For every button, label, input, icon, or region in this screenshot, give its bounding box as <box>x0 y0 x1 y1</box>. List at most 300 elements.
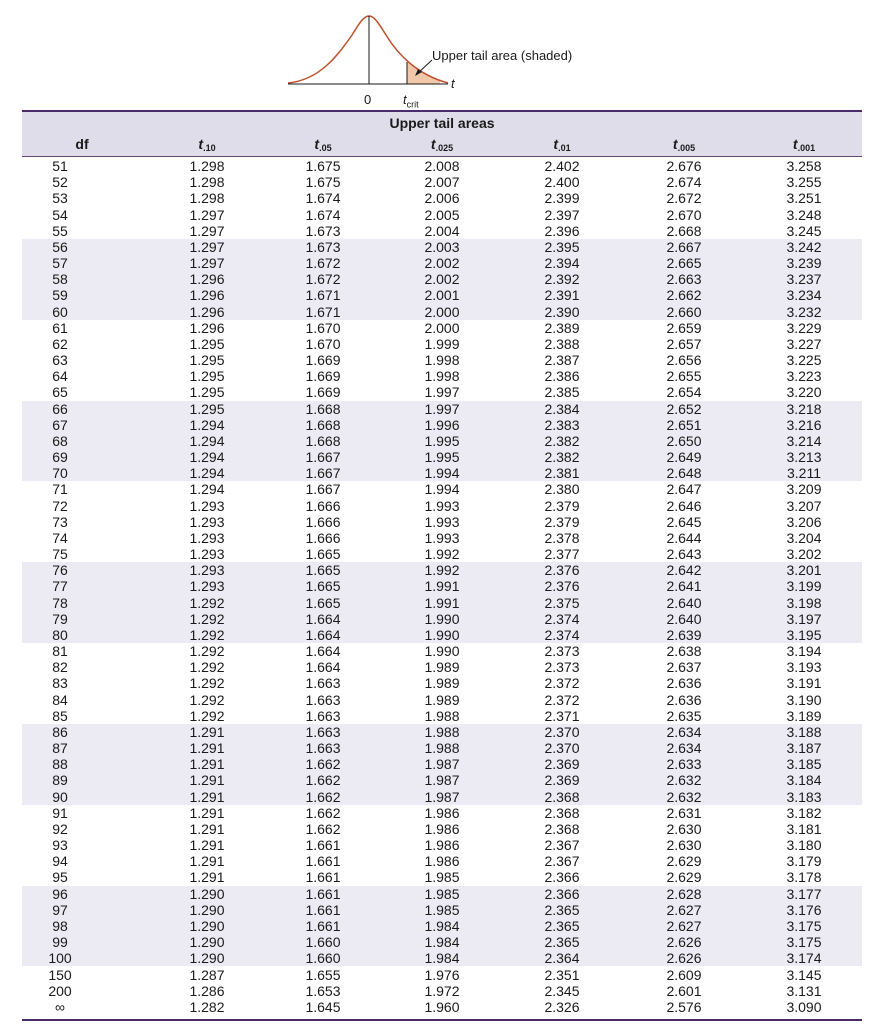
value-cell: 2.385 <box>544 384 580 401</box>
value-cell: 1.663 <box>305 723 341 740</box>
table-row <box>22 158 862 174</box>
value-cell: 1.987 <box>424 756 460 773</box>
value-cell: 2.389 <box>544 319 580 336</box>
distribution-figure <box>0 0 875 112</box>
value-cell: 3.232 <box>786 303 822 320</box>
value-cell: 3.234 <box>786 287 822 304</box>
value-cell: 2.655 <box>666 368 702 385</box>
value-cell: 1.985 <box>424 885 460 902</box>
value-cell: 2.395 <box>544 238 580 255</box>
table-row <box>22 384 862 400</box>
value-cell: 2.601 <box>666 982 702 999</box>
value-cell: 1.673 <box>305 222 341 239</box>
value-cell: 2.672 <box>666 190 702 207</box>
value-cell: 2.627 <box>666 901 702 918</box>
value-cell: 1.990 <box>424 643 460 660</box>
value-cell: 1.668 <box>305 400 341 417</box>
value-cell: 2.351 <box>544 966 580 983</box>
header-divider <box>22 156 862 157</box>
value-cell: 1.988 <box>424 707 460 724</box>
table-row <box>22 287 862 303</box>
value-cell: 1.667 <box>305 481 341 498</box>
value-cell: 1.662 <box>305 756 341 773</box>
table-row <box>22 595 862 611</box>
df-cell: 61 <box>52 319 68 336</box>
table-row <box>22 805 862 821</box>
value-cell: 1.661 <box>305 869 341 886</box>
value-cell: 1.298 <box>189 158 225 174</box>
value-cell: 1.991 <box>424 594 460 611</box>
value-cell: 2.630 <box>666 837 702 854</box>
df-cell: 83 <box>52 675 68 692</box>
value-cell: 1.291 <box>189 756 225 773</box>
table-row <box>22 611 862 627</box>
value-cell: 1.986 <box>424 853 460 870</box>
value-cell: 2.326 <box>544 998 580 1015</box>
value-cell: 3.176 <box>786 901 822 918</box>
value-cell: 2.662 <box>666 287 702 304</box>
value-cell: 2.005 <box>424 206 460 223</box>
value-cell: 3.223 <box>786 368 822 385</box>
value-cell: 1.294 <box>189 432 225 449</box>
value-cell: 2.626 <box>666 950 702 967</box>
value-cell: 2.636 <box>666 691 702 708</box>
value-cell: 2.638 <box>666 643 702 660</box>
value-cell: 2.391 <box>544 287 580 304</box>
value-cell: 3.174 <box>786 950 822 967</box>
table-row <box>22 869 862 885</box>
table-row <box>22 756 862 772</box>
value-cell: 3.193 <box>786 659 822 676</box>
table-row <box>22 837 862 853</box>
df-cell: 80 <box>52 626 68 643</box>
value-cell: 1.295 <box>189 335 225 352</box>
value-cell: 2.627 <box>666 917 702 934</box>
value-cell: 2.652 <box>666 400 702 417</box>
table-row <box>22 255 862 271</box>
value-cell: 1.294 <box>189 465 225 482</box>
value-cell: 2.371 <box>544 707 580 724</box>
upper-tail-label: Upper tail area (shaded) <box>432 48 573 63</box>
value-cell: 1.985 <box>424 901 460 918</box>
table-row <box>22 659 862 675</box>
value-cell: 1.291 <box>189 853 225 870</box>
value-cell: 1.297 <box>189 222 225 239</box>
df-cell: 92 <box>52 820 68 837</box>
df-cell: 94 <box>52 853 68 870</box>
value-cell: 3.178 <box>786 869 822 886</box>
value-cell: 1.661 <box>305 917 341 934</box>
value-cell: 1.293 <box>189 497 225 514</box>
value-cell: 3.194 <box>786 643 822 660</box>
df-cell: 85 <box>52 707 68 724</box>
value-cell: 1.670 <box>305 335 341 352</box>
df-cell: 95 <box>52 869 68 886</box>
value-cell: 2.640 <box>666 610 702 627</box>
value-cell: 3.185 <box>786 756 822 773</box>
df-cell: 98 <box>52 917 68 934</box>
value-cell: 2.631 <box>666 804 702 821</box>
value-cell: 2.647 <box>666 481 702 498</box>
value-cell: 3.131 <box>786 982 822 999</box>
value-cell: 1.994 <box>424 481 460 498</box>
value-cell: 2.376 <box>544 562 580 579</box>
value-cell: 3.218 <box>786 400 822 417</box>
value-cell: 1.291 <box>189 740 225 757</box>
df-cell: 99 <box>52 934 68 951</box>
value-cell: 1.293 <box>189 578 225 595</box>
value-cell: 2.660 <box>666 303 702 320</box>
value-cell: 3.216 <box>786 416 822 433</box>
value-cell: 1.292 <box>189 707 225 724</box>
df-cell: 86 <box>52 723 68 740</box>
table-row <box>22 207 862 223</box>
value-cell: 1.993 <box>424 529 460 546</box>
value-cell: 1.992 <box>424 562 460 579</box>
value-cell: 1.666 <box>305 513 341 530</box>
df-cell: 52 <box>52 174 68 191</box>
value-cell: 1.661 <box>305 885 341 902</box>
df-cell: 60 <box>52 303 68 320</box>
value-cell: 2.634 <box>666 723 702 740</box>
value-cell: 3.191 <box>786 675 822 692</box>
value-cell: 1.992 <box>424 546 460 563</box>
df-cell: 81 <box>52 643 68 660</box>
value-cell: 2.626 <box>666 934 702 951</box>
value-cell: 2.383 <box>544 416 580 433</box>
value-cell: 1.661 <box>305 837 341 854</box>
table-row <box>22 271 862 287</box>
value-cell: 1.660 <box>305 934 341 951</box>
value-cell: 2.382 <box>544 449 580 466</box>
value-cell: 2.667 <box>666 238 702 255</box>
table-row <box>22 886 862 902</box>
value-cell: 2.375 <box>544 594 580 611</box>
value-cell: 1.297 <box>189 206 225 223</box>
value-cell: 2.379 <box>544 497 580 514</box>
df-cell: 78 <box>52 594 68 611</box>
value-cell: 3.181 <box>786 820 822 837</box>
value-cell: 3.175 <box>786 917 822 934</box>
column-header-t005: $t_{.005}$ <box>672 136 696 153</box>
value-cell: 3.188 <box>786 723 822 740</box>
value-cell: 1.993 <box>424 497 460 514</box>
value-cell: 1.290 <box>189 934 225 951</box>
table-row <box>22 190 862 206</box>
value-cell: 3.207 <box>786 497 822 514</box>
value-cell: 1.661 <box>305 853 341 870</box>
value-cell: 1.295 <box>189 384 225 401</box>
value-cell: 2.637 <box>666 659 702 676</box>
table-row <box>22 902 862 918</box>
df-cell: 72 <box>52 497 68 514</box>
df-cell: 88 <box>52 756 68 773</box>
value-cell: 1.984 <box>424 934 460 951</box>
value-cell: 1.296 <box>189 303 225 320</box>
value-cell: 3.197 <box>786 610 822 627</box>
value-cell: 1.998 <box>424 352 460 369</box>
table-row <box>22 498 862 514</box>
value-cell: 2.641 <box>666 578 702 595</box>
value-cell: 1.668 <box>305 432 341 449</box>
value-cell: 1.666 <box>305 497 341 514</box>
value-cell: 2.633 <box>666 756 702 773</box>
table-row <box>22 562 862 578</box>
value-cell: 1.291 <box>189 723 225 740</box>
table-row <box>22 304 862 320</box>
value-cell: 1.984 <box>424 917 460 934</box>
value-cell: 3.090 <box>786 998 822 1015</box>
value-cell: 2.676 <box>666 158 702 174</box>
df-cell: 67 <box>52 416 68 433</box>
value-cell: 1.663 <box>305 691 341 708</box>
value-cell: 2.006 <box>424 190 460 207</box>
value-cell: 2.648 <box>666 465 702 482</box>
table-row <box>22 950 862 966</box>
df-cell: 74 <box>52 529 68 546</box>
value-cell: 1.664 <box>305 610 341 627</box>
value-cell: 1.298 <box>189 190 225 207</box>
df-cell: 53 <box>52 190 68 207</box>
value-cell: 1.674 <box>305 190 341 207</box>
value-cell: 2.663 <box>666 271 702 288</box>
value-cell: 2.365 <box>544 934 580 951</box>
value-cell: 3.225 <box>786 352 822 369</box>
column-header-t025: $t_{.025}$ <box>430 136 454 153</box>
df-cell: 100 <box>48 950 72 967</box>
df-cell: 77 <box>52 578 68 595</box>
value-cell: 1.665 <box>305 546 341 563</box>
t-axis-label: t <box>451 76 455 91</box>
value-cell: 1.291 <box>189 837 225 854</box>
value-cell: 2.654 <box>666 384 702 401</box>
value-cell: 1.290 <box>189 885 225 902</box>
table-row <box>22 546 862 562</box>
value-cell: 1.988 <box>424 723 460 740</box>
value-cell: 3.183 <box>786 788 822 805</box>
df-cell: 70 <box>52 465 68 482</box>
df-cell: 54 <box>52 206 68 223</box>
value-cell: 1.653 <box>305 982 341 999</box>
value-cell: 1.667 <box>305 449 341 466</box>
value-cell: 1.675 <box>305 174 341 191</box>
value-cell: 2.665 <box>666 255 702 272</box>
value-cell: 2.400 <box>544 174 580 191</box>
value-cell: 1.291 <box>189 788 225 805</box>
value-cell: 2.380 <box>544 481 580 498</box>
value-cell: 2.365 <box>544 901 580 918</box>
value-cell: 1.664 <box>305 643 341 660</box>
df-cell: 55 <box>52 222 68 239</box>
value-cell: 3.195 <box>786 626 822 643</box>
value-cell: 2.396 <box>544 222 580 239</box>
value-cell: 3.220 <box>786 384 822 401</box>
value-cell: 2.643 <box>666 546 702 563</box>
value-cell: 1.293 <box>189 529 225 546</box>
value-cell: 2.000 <box>424 319 460 336</box>
value-cell: 1.295 <box>189 368 225 385</box>
value-cell: 1.297 <box>189 255 225 272</box>
value-cell: 3.201 <box>786 562 822 579</box>
value-cell: 1.662 <box>305 772 341 789</box>
table-header <box>22 112 862 157</box>
df-cell: 150 <box>48 966 72 983</box>
value-cell: 2.657 <box>666 335 702 352</box>
value-cell: 2.374 <box>544 626 580 643</box>
value-cell: 1.671 <box>305 303 341 320</box>
value-cell: 1.286 <box>189 982 225 999</box>
value-cell: 2.002 <box>424 255 460 272</box>
value-cell: 1.663 <box>305 675 341 692</box>
value-cell: 3.190 <box>786 691 822 708</box>
value-cell: 2.651 <box>666 416 702 433</box>
value-cell: 1.662 <box>305 788 341 805</box>
value-cell: 2.367 <box>544 853 580 870</box>
value-cell: 1.996 <box>424 416 460 433</box>
value-cell: 1.290 <box>189 950 225 967</box>
value-cell: 2.368 <box>544 804 580 821</box>
value-cell: 1.292 <box>189 594 225 611</box>
df-cell: 51 <box>52 158 68 174</box>
value-cell: 2.345 <box>544 982 580 999</box>
table-row <box>22 530 862 546</box>
table-row <box>22 578 862 594</box>
table-row <box>22 336 862 352</box>
value-cell: 1.297 <box>189 238 225 255</box>
value-cell: 2.576 <box>666 998 702 1015</box>
value-cell: 1.287 <box>189 966 225 983</box>
df-cell: 71 <box>52 481 68 498</box>
value-cell: 1.296 <box>189 287 225 304</box>
table-row <box>22 627 862 643</box>
table-row <box>22 320 862 336</box>
value-cell: 1.672 <box>305 271 341 288</box>
value-cell: 2.399 <box>544 190 580 207</box>
value-cell: 1.294 <box>189 449 225 466</box>
value-cell: 3.227 <box>786 335 822 352</box>
value-cell: 3.189 <box>786 707 822 724</box>
value-cell: 1.994 <box>424 465 460 482</box>
value-cell: 1.664 <box>305 659 341 676</box>
value-cell: 1.990 <box>424 610 460 627</box>
value-cell: 2.646 <box>666 497 702 514</box>
value-cell: 2.394 <box>544 255 580 272</box>
value-cell: 1.989 <box>424 691 460 708</box>
value-cell: 2.670 <box>666 206 702 223</box>
table-row <box>22 433 862 449</box>
value-cell: 1.292 <box>189 659 225 676</box>
value-cell: 2.370 <box>544 740 580 757</box>
df-cell: 57 <box>52 255 68 272</box>
value-cell: 2.388 <box>544 335 580 352</box>
value-cell: 2.397 <box>544 206 580 223</box>
table-row <box>22 514 862 530</box>
value-cell: 2.369 <box>544 772 580 789</box>
value-cell: 3.204 <box>786 529 822 546</box>
table-row <box>22 789 862 805</box>
table-row <box>22 692 862 708</box>
df-cell: 82 <box>52 659 68 676</box>
value-cell: 3.145 <box>786 966 822 983</box>
value-cell: 1.292 <box>189 691 225 708</box>
value-cell: 1.669 <box>305 368 341 385</box>
value-cell: 3.237 <box>786 271 822 288</box>
value-cell: 2.640 <box>666 594 702 611</box>
value-cell: 2.373 <box>544 643 580 660</box>
value-cell: 1.670 <box>305 319 341 336</box>
value-cell: 1.294 <box>189 416 225 433</box>
table-bottom-rule <box>22 1019 862 1021</box>
value-cell: 2.659 <box>666 319 702 336</box>
df-cell: 87 <box>52 740 68 757</box>
table-row <box>22 352 862 368</box>
value-cell: 2.609 <box>666 966 702 983</box>
value-cell: 1.661 <box>305 901 341 918</box>
df-cell: 79 <box>52 610 68 627</box>
value-cell: 3.175 <box>786 934 822 951</box>
value-cell: 3.187 <box>786 740 822 757</box>
value-cell: 1.986 <box>424 804 460 821</box>
table-row <box>22 918 862 934</box>
table-row <box>22 967 862 983</box>
value-cell: 2.381 <box>544 465 580 482</box>
value-cell: 1.986 <box>424 837 460 854</box>
tcrit-label: $t_{crit}$ <box>403 92 419 110</box>
value-cell: 1.985 <box>424 869 460 886</box>
value-cell: 2.629 <box>666 853 702 870</box>
value-cell: 1.976 <box>424 966 460 983</box>
df-cell: 63 <box>52 352 68 369</box>
value-cell: 1.293 <box>189 562 225 579</box>
value-cell: 1.672 <box>305 255 341 272</box>
value-cell: 1.986 <box>424 820 460 837</box>
value-cell: 2.373 <box>544 659 580 676</box>
value-cell: 1.987 <box>424 772 460 789</box>
value-cell: 1.669 <box>305 352 341 369</box>
table-row <box>22 740 862 756</box>
table-row <box>22 465 862 481</box>
value-cell: 2.639 <box>666 626 702 643</box>
value-cell: 1.663 <box>305 707 341 724</box>
value-cell: 3.184 <box>786 772 822 789</box>
table-row <box>22 239 862 255</box>
df-cell: 75 <box>52 546 68 563</box>
value-cell: 1.295 <box>189 400 225 417</box>
value-cell: 1.990 <box>424 626 460 643</box>
value-cell: 2.366 <box>544 885 580 902</box>
value-cell: 1.993 <box>424 513 460 530</box>
value-cell: 2.376 <box>544 578 580 595</box>
value-cell: 1.296 <box>189 271 225 288</box>
value-cell: 2.387 <box>544 352 580 369</box>
table-row <box>22 675 862 691</box>
df-cell: 84 <box>52 691 68 708</box>
value-cell: 3.209 <box>786 481 822 498</box>
value-cell: 1.291 <box>189 804 225 821</box>
table-row <box>22 174 862 190</box>
df-cell: 76 <box>52 562 68 579</box>
value-cell: 1.998 <box>424 368 460 385</box>
df-cell: 64 <box>52 368 68 385</box>
value-cell: 2.644 <box>666 529 702 546</box>
value-cell: 1.665 <box>305 562 341 579</box>
value-cell: 1.662 <box>305 820 341 837</box>
value-cell: 1.989 <box>424 659 460 676</box>
value-cell: 1.292 <box>189 626 225 643</box>
df-cell: 73 <box>52 513 68 530</box>
value-cell: 1.662 <box>305 804 341 821</box>
df-cell: 66 <box>52 400 68 417</box>
